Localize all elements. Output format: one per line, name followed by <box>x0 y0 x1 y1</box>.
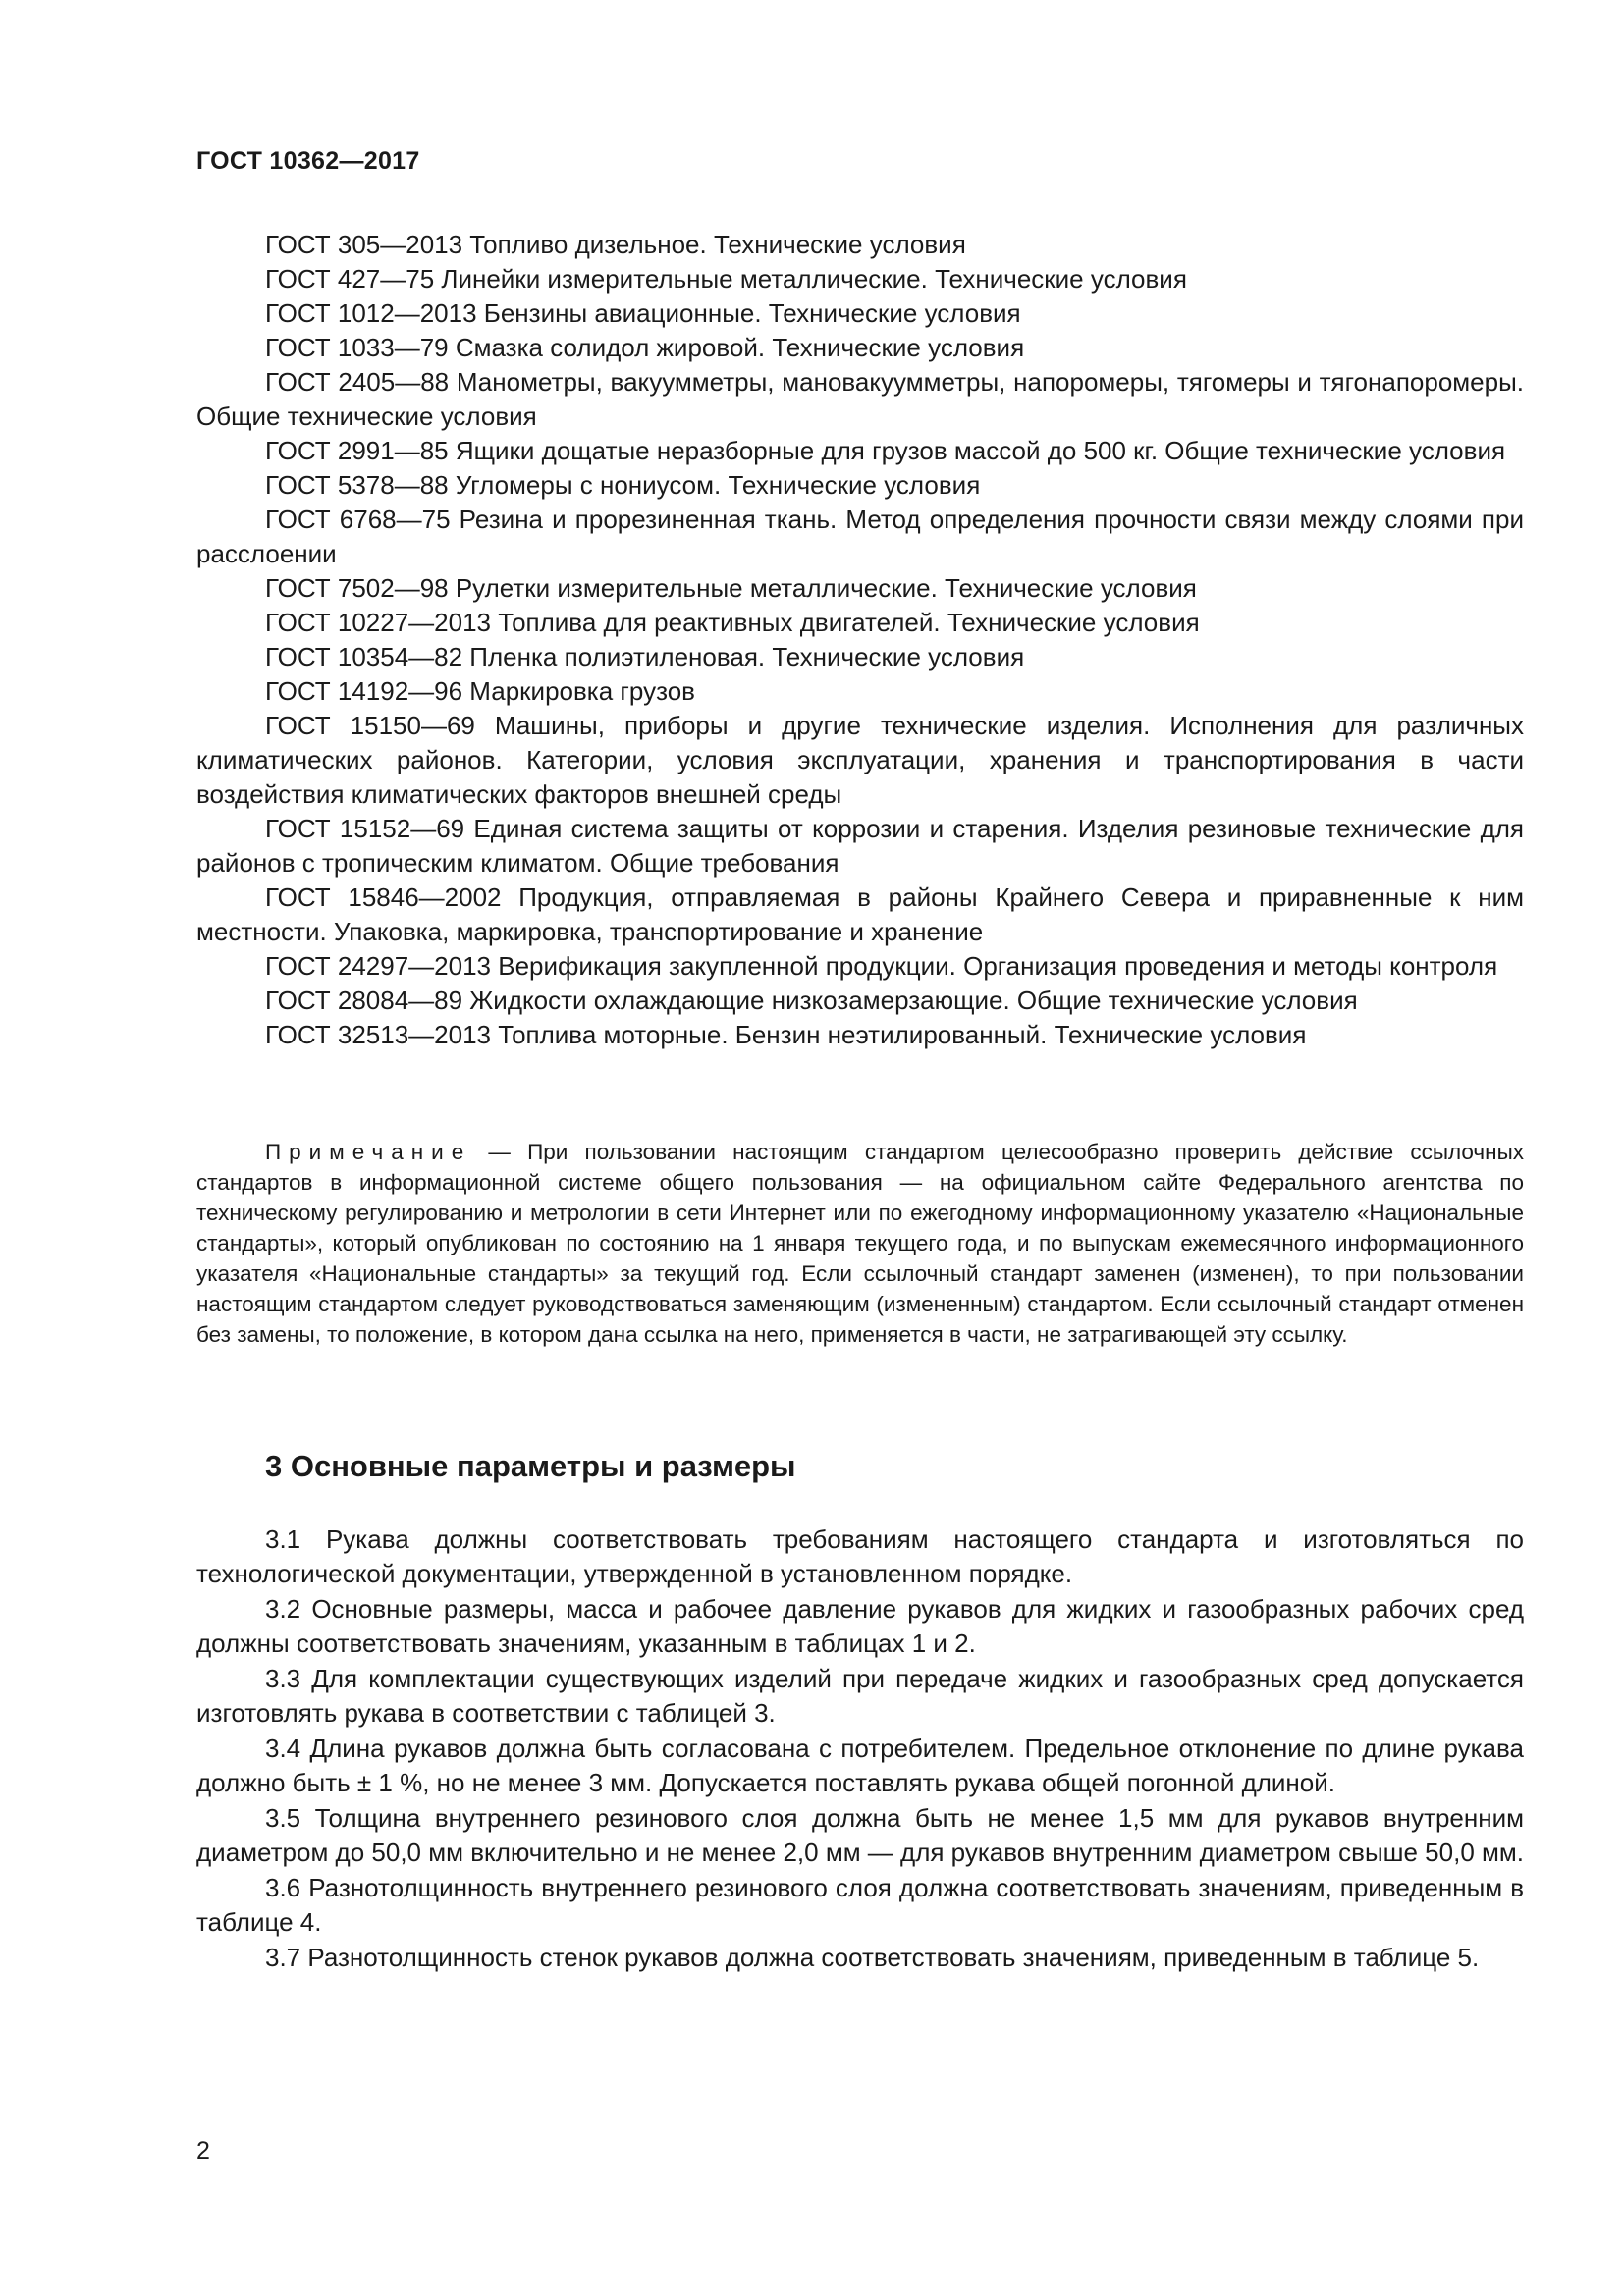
reference-item: ГОСТ 15152—69 Единая система защиты от коррозии и старения. Изделия резиновые технические для районов с тропическим климатом. Общие требования <box>196 814 1524 878</box>
reference-item: ГОСТ 10227—2013 Топлива для реактивных двигателей. Технические условия <box>265 608 1200 637</box>
reference-item: ГОСТ 15846—2002 Продукция, отправляемая в районы Крайнего Севера и приравненные к ним местности. Упаковка, маркировка, транспортирование и хранение <box>196 882 1524 946</box>
reference-item: ГОСТ 305—2013 Топливо дизельное. Технические условия <box>265 230 966 259</box>
clause-paragraph: 3.7 Разнотолщинность стенок рукавов должна соответствовать значениям, приведенным в таблице 5. <box>265 1943 1480 1972</box>
clause-paragraph: 3.6 Разнотолщинность внутреннего резинового слоя должна соответствовать значениям, приведенным в таблице 4. <box>196 1873 1524 1937</box>
reference-item: ГОСТ 1033—79 Смазка солидол жировой. Технические условия <box>265 333 1025 362</box>
clause-paragraph: 3.1 Рукава должны соответствовать требованиям настоящего стандарта и изготовляться по технологической документации, утвержденной в установленном порядке. <box>196 1524 1524 1588</box>
section-title: 3 Основные параметры и размеры <box>265 1449 796 1483</box>
note-text: — При пользовании настоящим стандартом целесообразно проверить действие ссылочных стандартов в информационной системе общего пользования — на официальном сайте Федерального агентства по техническому регулированию и метрологии в сети Интернет или по ежегодному информационному указателю «Национальные стандарты», который опубликован по состоянию на 1 января текущего года, и по выпускам ежемесячного информационного указателя «Национальные стандарты» за текущий год. Если ссылочный стандарт заменен (изменен), то при пользовании настоящим стандартом следует руководствоваться заменяющим (измененным) стандартом. Если ссылочный стандарт отменен без замены, то положение, в котором дана ссылка на него, применяется в части, не затрагивающей эту ссылку. <box>196 1140 1524 1347</box>
clause-paragraph: 3.3 Для комплектации существующих изделий при передаче жидких и газообразных сред допускается изготовлять рукава в соответствии с таблицей 3. <box>196 1664 1524 1728</box>
reference-item: ГОСТ 5378—88 Угломеры с нониусом. Технические условия <box>265 470 981 500</box>
reference-item: ГОСТ 7502—98 Рулетки измерительные металлические. Технические условия <box>265 573 1197 603</box>
reference-item: ГОСТ 10354—82 Пленка полиэтиленовая. Технические условия <box>265 642 1025 671</box>
reference-item: ГОСТ 32513—2013 Топлива моторные. Бензин неэтилированный. Технические условия <box>265 1020 1307 1049</box>
reference-list <box>196 228 1524 1052</box>
reference-item: ГОСТ 15150—69 Машины, приборы и другие технические изделия. Исполнения для различных климатических районов. Категории, условия эксплуатации, хранения и транспортирования в части воздействия климатических факторов внешней среды <box>196 711 1524 809</box>
page-number: 2 <box>196 2137 210 2164</box>
note-paragraph <box>196 1137 1524 1350</box>
clause-paragraph: 3.2 Основные размеры, масса и рабочее давление рукавов для жидких и газообразных рабочих сред должны соответствовать значениям, указанным в таблицах 1 и 2. <box>196 1594 1524 1658</box>
reference-item: ГОСТ 1012—2013 Бензины авиационные. Технические условия <box>265 298 1021 328</box>
reference-item: ГОСТ 28084—89 Жидкости охлаждающие низкозамерзающие. Общие технические условия <box>265 986 1358 1015</box>
note-label: Примечание <box>265 1140 472 1164</box>
reference-item: ГОСТ 2405—88 Манометры, вакуумметры, мановакуумметры, напоромеры, тягомеры и тягонапоромеры. Общие технические условия <box>196 367 1524 431</box>
reference-item: ГОСТ 2991—85 Ящики дощатые неразборные для грузов массой до 500 кг. Общие технические условия <box>265 436 1506 465</box>
clause-list <box>196 1522 1524 1976</box>
reference-item: ГОСТ 14192—96 Маркировка грузов <box>265 676 695 706</box>
document-header: ГОСТ 10362—2017 <box>196 147 420 175</box>
reference-item: ГОСТ 24297—2013 Верификация закупленной продукции. Организация проведения и методы контроля <box>265 951 1498 981</box>
clause-paragraph: 3.5 Толщина внутреннего резинового слоя должна быть не менее 1,5 мм для рукавов внутренним диаметром до 50,0 мм включительно и не менее 2,0 мм — для рукавов внутренним диаметром свыше 50,0 мм. <box>196 1803 1524 1867</box>
reference-item: ГОСТ 6768—75 Резина и прорезиненная ткань. Метод определения прочности связи между слоями при расслоении <box>196 505 1524 568</box>
clause-paragraph: 3.4 Длина рукавов должна быть согласована с потребителем. Предельное отклонение по длине рукава должно быть ± 1 %, но не менее 3 мм. Допускается поставлять рукава общей погонной длиной. <box>196 1734 1524 1797</box>
reference-item: ГОСТ 427—75 Линейки измерительные металлические. Технические условия <box>265 264 1187 294</box>
